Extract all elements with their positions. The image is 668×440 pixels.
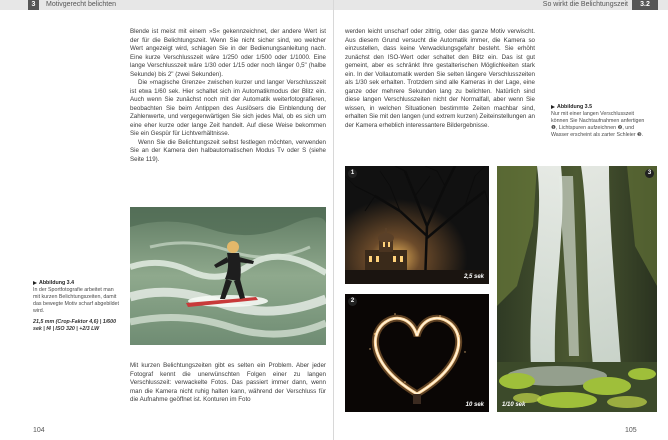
caption-title: Abbildung 3.4: [39, 280, 75, 286]
photo-exposure-label: 1/10 sek: [502, 402, 526, 408]
caption-title: Abbildung 3.5: [557, 104, 593, 110]
section-number: 3.2: [632, 0, 658, 10]
left-paragraph: Mit kurzen Belichtungszeiten gibt es selten ein Problem. Aber jeder Fotograf kennt die unerwünschten Folgen einer zu langen Verschlusszeit: verwackelte Fotos. Das passiert immer dann, wenn man die Kamera nicht ruhig halten kann, während der Verschluss für die Aufnahme geöffnet ist. Konturen im Foto: [130, 362, 326, 403]
left-body-text: [130, 28, 326, 164]
photo-marker: 2: [348, 297, 357, 306]
caption-triangle-icon: [551, 105, 555, 109]
page-number-right: 105: [625, 427, 637, 434]
heart-lighttrail-photo: [345, 294, 489, 412]
left-paragraph: Die »magische Grenze« zwischen kurzer und langer Verschlusszeit ist etwa 1/60 sek. Hier schaltet sich im Automatikmodus der Blitz ein. Auch wenn Sie zunächst noch mit der Automatik weiterfotografieren, beobachten Sie beim Antippen des Auslösers die Einblendung der Zahlenwerte, und vergegenwärtigen Sie sich jedes Mal, ob es sich um eine eher kurze oder lange Zeit handelt. Auf diese Weise bekommen Sie ein Gespür für Lichtverhältnisse.: [130, 79, 326, 137]
surfer-photo: [130, 207, 326, 345]
night-tree-photo: [345, 166, 489, 284]
left-paragraph: Blende ist meist mit einem »S« gekennzeichnet, der andere Wert ist der für die Belichtungszeit. Wenn Sie nicht sicher sind, wo welcher Wert angezeigt wird, schlagen Sie in der Bedienungsanleitung nach. Eine kurze Verschlusszeit wäre 1/250 oder 1/500 oder 1/1000. Eine lange Verschlusszeit wäre 1/30 oder 1/15 oder noch länger 0,5" (halbe Sekunde) bis 2" (zwei Sekunden).: [130, 28, 326, 78]
caption-triangle-icon: [33, 281, 37, 285]
gutter: [333, 0, 334, 440]
surfer-illustration: [130, 207, 326, 345]
waterfall-illustration: [497, 166, 657, 412]
night-tree-illustration: [345, 166, 489, 284]
page-number-left: 104: [33, 427, 45, 434]
left-body-text-bottom: [130, 362, 326, 405]
right-paragraph: werden leicht unscharf oder zittrig, oder das ganze Motiv verwischt. Aus diesem Grund versucht die Automatik immer, die Kamera so einzustellen, dass keine Verwacklungsgefahr besteht. Sie erhöht zunächst den ISO-Wert oder schaltet den Blitz ein. Das ist gut gemeint, aber es schränkt Ihre gestalterischen Möglichkeiten stark ein. In der Vollautomatik werden Sie selten längere Verschlusszeiten als 1/30 sek erhalten. Trotzdem sind alle Kameras in der Lage, eine ganze oder mehrere Sekunden lang zu belichten. Natürlich sind diese langen Verschlusszeiten nicht der Normalfall, aber wenn Sie wissen, in welchen Situationen bestimmte Zeiten machbar sind, erhalten Sie mit den langen (und extrem kurzen) Zeiteinstellungen an der Kamera erheblich interessantere Bildergebnisse.: [345, 28, 535, 129]
left-header: [0, 0, 333, 10]
section-title: So wirkt die Belichtungszeit: [542, 1, 628, 8]
photo-exposure-label: 2,5 sek: [463, 274, 484, 280]
figure-caption-3-5: [551, 104, 647, 139]
photo-exposure-label: 10 sek: [465, 402, 484, 408]
photo-marker: 3: [645, 169, 654, 178]
caption-text: In der Sportfotografie arbeitet man mit kurzen Belichtungszeiten, damit das bewegte Motiv scharf abgebildet wird.: [33, 287, 119, 314]
caption-meta: 21,5 mm (Crop-Faktor 4,6) | 1/600 sek | f4 | ISO 320 | +2/3 LW: [33, 319, 117, 332]
photo-marker: 1: [348, 169, 357, 178]
right-body-text: [345, 28, 535, 130]
waterfall-photo: [497, 166, 657, 412]
chapter-number: 3: [28, 0, 39, 10]
chapter-title: Motivgerecht belichten: [46, 1, 117, 8]
caption-text: Nur mit einer langen Verschlusszeit können Sie Nachtaufnahmen anfertigen ❶, Lichtspuren aufzeichnen ❷, und Wasser erscheint als zarter Schleier ❸.: [551, 111, 645, 138]
heart-illustration: [345, 294, 489, 412]
figure-caption-3-4: [33, 280, 121, 333]
left-paragraph: Wenn Sie die Belichtungszeit selbst festlegen möchten, verwenden Sie an der Kamera den halbautomatischen Modus Tv oder S (siehe Seite 119).: [130, 138, 326, 163]
right-header: [334, 0, 668, 10]
